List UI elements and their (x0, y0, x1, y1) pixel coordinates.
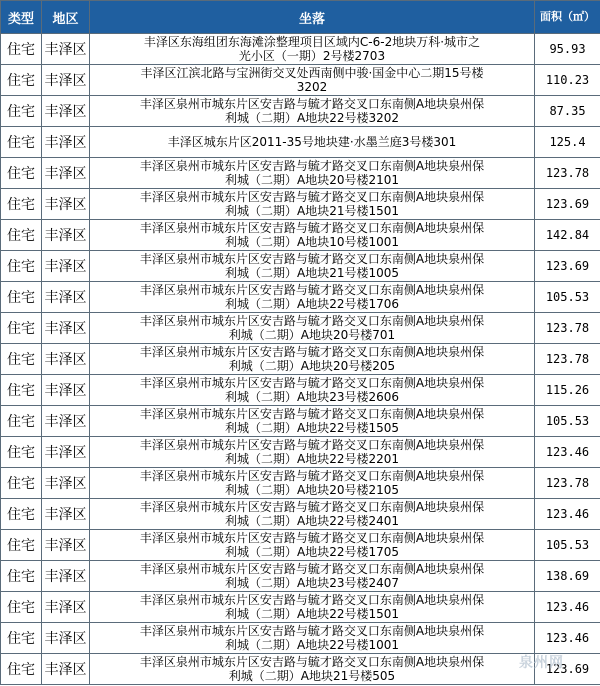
cell-area: 123.46 (535, 437, 600, 468)
cell-district: 丰泽区 (42, 530, 90, 561)
address-line-2: 光小区（一期）2号楼2703 (238, 49, 386, 63)
address-line-2: 利城（二期）A地块22号楼1001 (224, 638, 400, 652)
cell-type: 住宅 (1, 530, 42, 561)
address-line-1: 丰泽区泉州市城东片区安吉路与毓才路交叉口东南侧A地块泉州保 (139, 407, 485, 421)
address-line-1: 丰泽区泉州市城东片区安吉路与毓才路交叉口东南侧A地块泉州保 (139, 624, 485, 638)
address-line-2: 利城（二期）A地块10号楼1001 (224, 235, 400, 249)
cell-type: 住宅 (1, 313, 42, 344)
cell-area: 142.84 (535, 220, 600, 251)
address-line-2: 利城（二期）A地块21号楼505 (228, 669, 396, 683)
cell-district: 丰泽区 (42, 96, 90, 127)
cell-area: 123.69 (535, 189, 600, 220)
cell-type: 住宅 (1, 406, 42, 437)
cell-address (90, 406, 535, 437)
cell-area: 110.23 (535, 65, 600, 96)
cell-address (90, 499, 535, 530)
cell-district: 丰泽区 (42, 561, 90, 592)
address-line-2: 利城（二期）A地块21号楼1005 (224, 266, 400, 280)
cell-area: 115.26 (535, 375, 600, 406)
table-row (1, 375, 600, 406)
table-row (1, 313, 600, 344)
cell-district: 丰泽区 (42, 313, 90, 344)
table-body (1, 34, 600, 685)
cell-area: 87.35 (535, 96, 600, 127)
address-line-1: 丰泽区泉州市城东片区安吉路与毓才路交叉口东南侧A地块泉州保 (139, 345, 485, 359)
cell-district: 丰泽区 (42, 158, 90, 189)
cell-type: 住宅 (1, 96, 42, 127)
address-line-1: 丰泽区泉州市城东片区安吉路与毓才路交叉口东南侧A地块泉州保 (139, 190, 485, 204)
table-row (1, 127, 600, 158)
cell-area: 105.53 (535, 282, 600, 313)
cell-type: 住宅 (1, 468, 42, 499)
cell-address (90, 251, 535, 282)
header-district: 地区 (42, 1, 90, 34)
address-line-1: 丰泽区泉州市城东片区安吉路与毓才路交叉口东南侧A地块泉州保 (139, 221, 485, 235)
cell-address (90, 65, 535, 96)
address-line-2: 3202 (296, 80, 328, 94)
cell-type: 住宅 (1, 623, 42, 654)
address-line-2: 利城（二期）A地块23号楼2407 (224, 576, 400, 590)
cell-type: 住宅 (1, 189, 42, 220)
address-line-1: 丰泽区泉州市城东片区安吉路与毓才路交叉口东南侧A地块泉州保 (139, 252, 485, 266)
address-line-1: 丰泽区城东片区2011-35号地块建·水墨兰庭3号楼301 (167, 135, 457, 149)
address-line-1: 丰泽区泉州市城东片区安吉路与毓才路交叉口东南侧A地块泉州保 (139, 469, 485, 483)
table-row (1, 499, 600, 530)
cell-address (90, 344, 535, 375)
address-line-2: 利城（二期）A地块22号楼1501 (224, 607, 400, 621)
cell-type: 住宅 (1, 375, 42, 406)
cell-district: 丰泽区 (42, 406, 90, 437)
address-line-1: 丰泽区东海组团东海滩涂整理项目区域内C-6-2地块万科·城市之 (143, 35, 481, 49)
table-row (1, 344, 600, 375)
cell-type: 住宅 (1, 282, 42, 313)
cell-district: 丰泽区 (42, 65, 90, 96)
header-type: 类型 (1, 1, 42, 34)
address-line-1: 丰泽区泉州市城东片区安吉路与毓才路交叉口东南侧A地块泉州保 (139, 159, 485, 173)
cell-district: 丰泽区 (42, 282, 90, 313)
cell-area: 123.78 (535, 468, 600, 499)
table-row (1, 561, 600, 592)
table-row (1, 220, 600, 251)
address-line-2: 利城（二期）A地块20号楼205 (228, 359, 396, 373)
cell-district: 丰泽区 (42, 220, 90, 251)
cell-area: 125.4 (535, 127, 600, 158)
cell-district: 丰泽区 (42, 623, 90, 654)
cell-type: 住宅 (1, 158, 42, 189)
cell-area: 123.69 (535, 251, 600, 282)
address-line-1: 丰泽区泉州市城东片区安吉路与毓才路交叉口东南侧A地块泉州保 (139, 376, 485, 390)
cell-address (90, 592, 535, 623)
cell-area: 123.78 (535, 313, 600, 344)
cell-area: 123.69 (535, 654, 600, 685)
table-row (1, 437, 600, 468)
address-line-1: 丰泽区江滨北路与宝洲街交叉处西南侧中骏·国金中心二期15号楼 (140, 66, 484, 80)
cell-district: 丰泽区 (42, 344, 90, 375)
cell-type: 住宅 (1, 561, 42, 592)
cell-area: 105.53 (535, 530, 600, 561)
table-row (1, 592, 600, 623)
cell-address (90, 282, 535, 313)
table-row (1, 65, 600, 96)
table-row (1, 468, 600, 499)
cell-address (90, 189, 535, 220)
cell-address (90, 375, 535, 406)
cell-type: 住宅 (1, 344, 42, 375)
address-line-1: 丰泽区泉州市城东片区安吉路与毓才路交叉口东南侧A地块泉州保 (139, 562, 485, 576)
address-line-2: 利城（二期）A地块22号楼2201 (224, 452, 400, 466)
cell-area: 123.46 (535, 592, 600, 623)
address-line-2: 利城（二期）A地块20号楼2101 (224, 173, 400, 187)
cell-district: 丰泽区 (42, 251, 90, 282)
cell-address (90, 158, 535, 189)
address-line-2: 利城（二期）A地块22号楼1505 (224, 421, 400, 435)
cell-address (90, 313, 535, 344)
header-address: 坐落 (90, 1, 535, 34)
cell-type: 住宅 (1, 220, 42, 251)
address-line-1: 丰泽区泉州市城东片区安吉路与毓才路交叉口东南侧A地块泉州保 (139, 593, 485, 607)
address-line-1: 丰泽区泉州市城东片区安吉路与毓才路交叉口东南侧A地块泉州保 (139, 531, 485, 545)
cell-area: 123.78 (535, 158, 600, 189)
table-row (1, 189, 600, 220)
cell-type: 住宅 (1, 437, 42, 468)
address-line-1: 丰泽区泉州市城东片区安吉路与毓才路交叉口东南侧A地块泉州保 (139, 283, 485, 297)
cell-type: 住宅 (1, 34, 42, 65)
table-row (1, 654, 600, 685)
address-line-1: 丰泽区泉州市城东片区安吉路与毓才路交叉口东南侧A地块泉州保 (139, 500, 485, 514)
table-row (1, 96, 600, 127)
cell-address (90, 654, 535, 685)
header-row (1, 1, 600, 34)
cell-area: 138.69 (535, 561, 600, 592)
cell-type: 住宅 (1, 592, 42, 623)
address-line-2: 利城（二期）A地块21号楼1501 (224, 204, 400, 218)
cell-district: 丰泽区 (42, 375, 90, 406)
cell-type: 住宅 (1, 127, 42, 158)
address-line-2: 利城（二期）A地块22号楼2401 (224, 514, 400, 528)
header-area: 面积（㎡） (535, 1, 600, 34)
cell-district: 丰泽区 (42, 592, 90, 623)
cell-address (90, 34, 535, 65)
address-line-1: 丰泽区泉州市城东片区安吉路与毓才路交叉口东南侧A地块泉州保 (139, 314, 485, 328)
address-line-1: 丰泽区泉州市城东片区安吉路与毓才路交叉口东南侧A地块泉州保 (139, 655, 485, 669)
address-line-2: 利城（二期）A地块22号楼1706 (224, 297, 400, 311)
cell-area: 95.93 (535, 34, 600, 65)
cell-address (90, 530, 535, 561)
cell-district: 丰泽区 (42, 189, 90, 220)
address-line-2: 利城（二期）A地块23号楼2606 (224, 390, 400, 404)
cell-district: 丰泽区 (42, 468, 90, 499)
cell-district: 丰泽区 (42, 437, 90, 468)
table-row (1, 406, 600, 437)
cell-address (90, 623, 535, 654)
table-row (1, 530, 600, 561)
cell-area: 123.78 (535, 344, 600, 375)
table-row (1, 282, 600, 313)
cell-address (90, 127, 535, 158)
cell-district: 丰泽区 (42, 34, 90, 65)
table-row (1, 158, 600, 189)
cell-district: 丰泽区 (42, 654, 90, 685)
address-line-2: 利城（二期）A地块20号楼2105 (224, 483, 400, 497)
address-line-2: 利城（二期）A地块22号楼1705 (224, 545, 400, 559)
cell-type: 住宅 (1, 65, 42, 96)
cell-type: 住宅 (1, 251, 42, 282)
watermark: 泉州网 (519, 655, 564, 671)
table-row (1, 34, 600, 65)
cell-area: 105.53 (535, 406, 600, 437)
cell-address (90, 96, 535, 127)
cell-district: 丰泽区 (42, 499, 90, 530)
cell-area: 123.46 (535, 499, 600, 530)
cell-type: 住宅 (1, 654, 42, 685)
cell-address (90, 561, 535, 592)
table-row (1, 251, 600, 282)
address-line-2: 利城（二期）A地块22号楼3202 (224, 111, 400, 125)
cell-address (90, 468, 535, 499)
cell-type: 住宅 (1, 499, 42, 530)
address-line-1: 丰泽区泉州市城东片区安吉路与毓才路交叉口东南侧A地块泉州保 (139, 97, 485, 111)
table-row (1, 623, 600, 654)
address-line-2: 利城（二期）A地块20号楼701 (228, 328, 396, 342)
cell-area: 123.46 (535, 623, 600, 654)
address-line-1: 丰泽区泉州市城东片区安吉路与毓才路交叉口东南侧A地块泉州保 (139, 438, 485, 452)
cell-address (90, 437, 535, 468)
cell-district: 丰泽区 (42, 127, 90, 158)
cell-address (90, 220, 535, 251)
